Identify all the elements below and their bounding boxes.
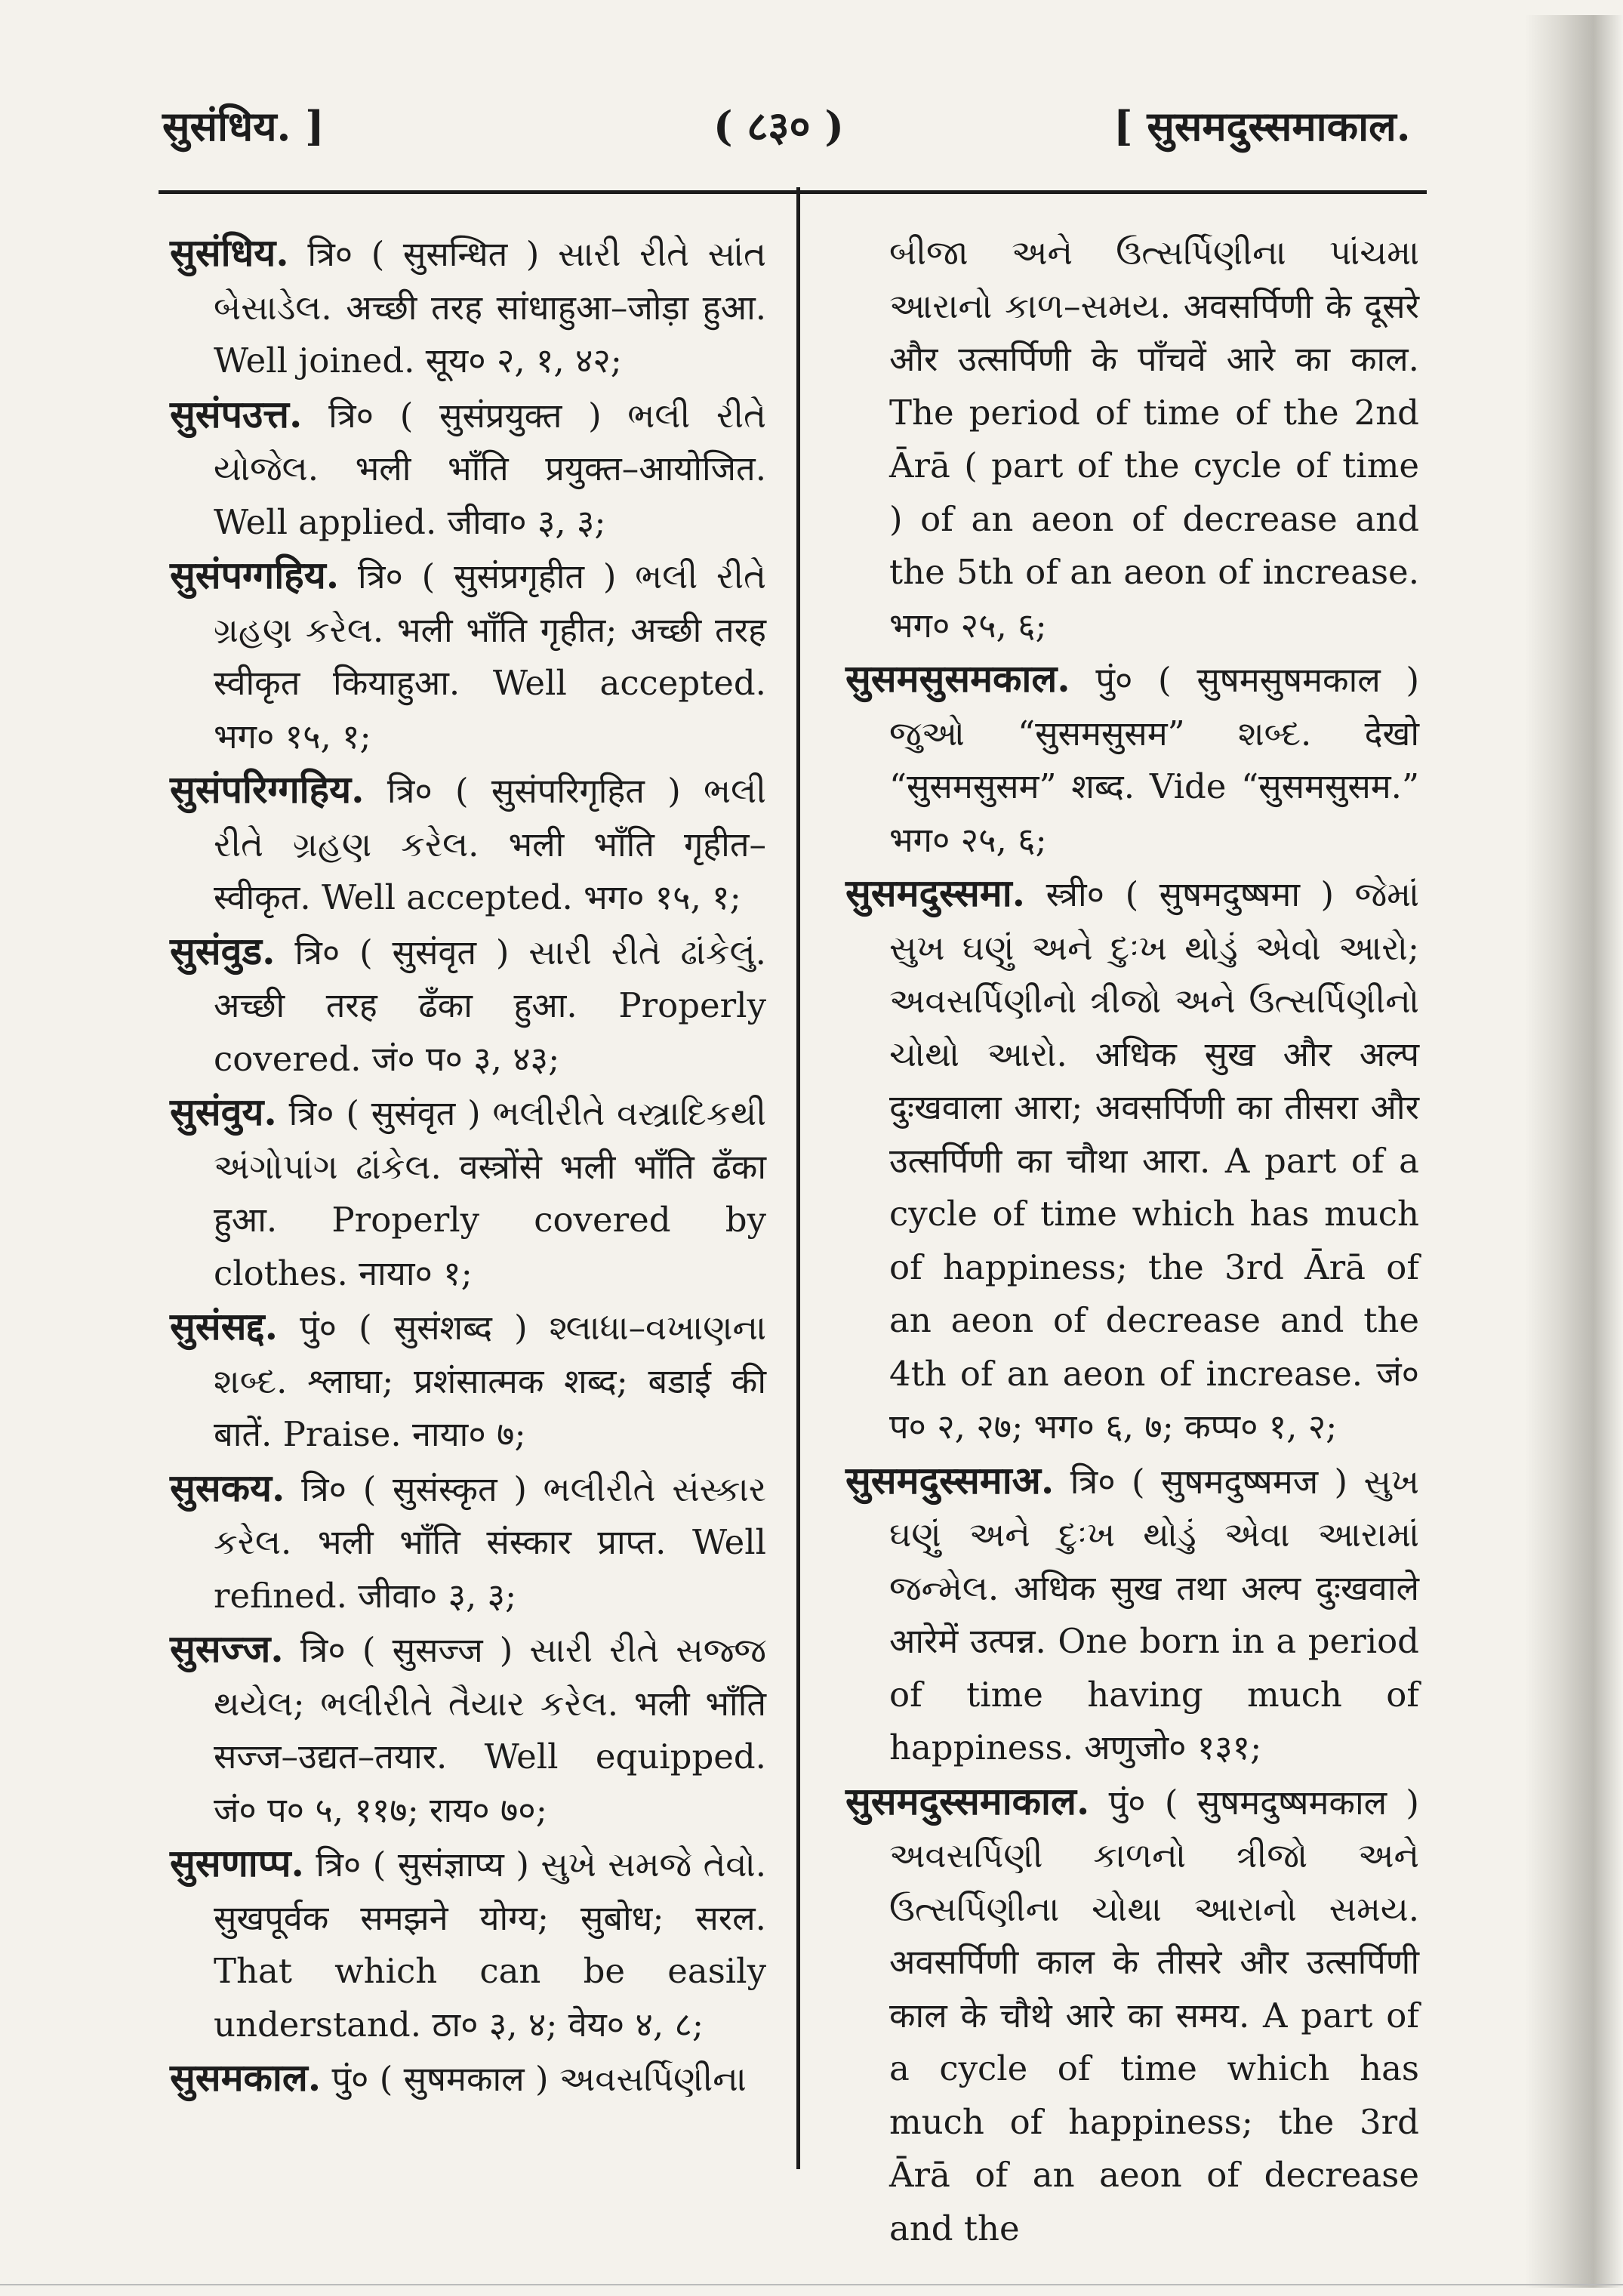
headword: सुसमदुस्समाकाल.: [845, 1778, 1090, 1823]
dictionary-entry: [170, 925, 766, 1086]
entry-body: त्रि० ( सुसज्ज ) સારી રીતે સજ્જ થયેલ; ભલીરીતે તૈયાર કરેલ. भली भाँति सज्ज–उद्यत–तयार. Well equipped. जं० प० ५, ११७; राय० ७०;: [214, 1630, 766, 1830]
dictionary-entry: [170, 1837, 766, 2051]
page-number: ( ८३० ): [713, 102, 844, 150]
entry-body: બીજા અને ઉત્સર્પિણીના પાંચમા આરાનો કાળ–સમય. अवसर्पिणी के दूसरे और उत्सर्पिणी के पाँचवें आरे का काल. The period of time of the 2nd Ārā ( part of the cycle of time ) of an aeon of decrease and the 5th of an aeon of increase. भग० २५, ६;: [889, 233, 1419, 646]
dictionary-entry: [845, 1775, 1419, 2256]
entry-body: त्रि० ( सुसंवृत ) ભલીરીતે વસ્ત્રાદિકથી અંગોપાંગ ઢાંકેલ. वस्त्रोंसे भली भाँति ढँका हुआ. Properly covered by clothes. नाया० १;: [214, 1093, 766, 1293]
entry-body: त्रि० ( सुसंपरिगृहित ) ભલી રીતે ગ્રહણ કરેલ. भली भाँति गृहीत–स्वीकृत. Well accepted. भग० १५, १;: [214, 771, 766, 917]
headword: सुसमसुसमकाल.: [845, 656, 1070, 701]
entry-body: त्रि० ( सुसंप्रयुक्त ) ભલી રીતે યોજેલ. भली भाँति प्रयुक्त–आयोजित. Well applied. जीवा० ३, ३;: [214, 395, 766, 542]
dictionary-entry: [170, 549, 766, 763]
entry-body: पुं० ( सुषमदुष्षमकाल ) અવસર્પિણી કાળનો ત્રીજો અને ઉત્સર્પિણીના ચોથા આરાનો સમય. अवसर्पिणी काल के तीसरे और उत्सर्पिणी काल के चौथे आरे का समय. A part of a cycle of time which has much of happiness; the 3rd Ārā of an aeon of decrease and the: [889, 1782, 1419, 2248]
headword: सुसंपग्गहिय.: [170, 553, 340, 597]
headword: सुसंवुड.: [170, 928, 276, 973]
dictionary-entry: [170, 388, 766, 550]
dictionary-entry: [170, 763, 766, 925]
dictionary-entry: [170, 1300, 766, 1462]
dictionary-entry: [845, 1454, 1419, 1775]
dictionary-entry: [845, 867, 1419, 1454]
scan-bottom-edge: [0, 2284, 1623, 2285]
entry-body: त्रि० ( सुसन्धित ) સારી રીતે સાંત બેસાડેલ. अच्छी तरह सांधाहुआ–जोड़ा हुआ. Well joined. सूय० २, १, ४२;: [214, 234, 766, 381]
entry-body: पुं० ( सुषमसुषमकाल ) જુઓ “सुसमसुसम” શબ્દ. देखो “सुसमसुसम” शब्द. Vide “सुसमसुसम.” भग० २५, ६;: [889, 660, 1419, 860]
headword: सुसंपरिग्गहिय.: [170, 767, 365, 812]
headword: सुसंपउत्त.: [170, 391, 303, 436]
dictionary-entry: [170, 1086, 766, 1300]
entry-body: त्रि० ( सुसंज्ञाप्य ) સુખે સમજે તેવો. सुखपूर्वक समझने योग्य; सुबोध; सरल. That which can be easily understand. ठा० ३, ४; वेय० ४, ८;: [214, 1845, 766, 2045]
right-column: [845, 227, 1419, 2255]
headword: सुसमदुस्समा.: [845, 871, 1026, 915]
entry-body: त्रि० ( सुषमदुष्षमज ) સુખ ઘણું અને દુઃખ થોડું એવા આરામાં જન્મેલ. अधिक सुख तथा अल्प दुःखवाले आरेमें उत्पन्न. One born in a period of time having much of happiness. अणुजो० १३१;: [889, 1461, 1419, 1767]
entry-body: त्रि० ( सुसंप्रगृहीत ) ભલી રીતે ગ્રહણ કરેલ. भली भाँति गृहीत; अच्छी तरह स्वीकृत कियाहुआ. Well accepted. भग० १५, १;: [214, 556, 766, 757]
entry-body: त्रि० ( सुसंस्कृत ) ભલીરીતે સંસ્કાર કરેલ. भली भाँति संस्कार प्राप्त. Well refined. जीवा० ३, ३;: [214, 1469, 766, 1616]
dictionary-entry: [170, 2051, 766, 2106]
headword: सुसंधिय.: [170, 230, 289, 275]
dictionary-entry-continued: [845, 227, 1419, 652]
dictionary-entry: [170, 227, 766, 388]
header-right-guide-word: [ सुसमदुस्समाकाल.: [1113, 102, 1411, 150]
entry-body: स्त्री० ( सुषमदुष्षमा ) જેમાં સુખ ઘણું અને દુઃખ થોડું એવો આરો; અવસર્પિણીનો ત્રીજો અને ઉત્સર્પિણીનો ચોથો આરો. अधिक सुख और अल्प दुःखवाला आरा; अवसर्पिणी का तीसरा और उत्सर्पिणी का चौथा आरा. A part of a cycle of time which has much of happiness; the 3rd Ārā of an aeon of decrease and the 4th of an aeon of increase. जं० प० २, २७; भग० ६, ७; कप्प० १, २;: [889, 874, 1419, 1447]
headword: सुसज्ज.: [170, 1626, 284, 1671]
headword: सुसकय.: [170, 1465, 285, 1510]
scan-edge-shadow: [1525, 15, 1623, 2288]
dictionary-entry: [170, 1462, 766, 1623]
header-rule: [159, 190, 1427, 194]
header-left-guide-word: सुसंधिय. ]: [162, 102, 325, 150]
headword: सुसमदुस्समाअ.: [845, 1457, 1055, 1502]
dictionary-entry: [170, 1623, 766, 1837]
headword: सुसंसद्द.: [170, 1304, 279, 1348]
headword: सुसंवुय.: [170, 1089, 277, 1134]
entry-body: त्रि० ( सुसंवृत ) સારી રીતે ઢાંકેલું. अच्छी तरह ढँका हुआ. Properly covered. जं० प० ३, ४३;: [214, 932, 766, 1079]
entry-body: पुं० ( सुषमकाल ) અવસર્પિણીના: [331, 2059, 747, 2099]
headword: सुसमकाल.: [170, 2055, 322, 2100]
entry-body: पुं० ( सुसंशब्द ) શ્લાધા–વખાણના શબ્દ. श्लाघा; प्रशंसात्मक शब्द; बडाई की बातें. Praise. नाया० ७;: [214, 1308, 767, 1454]
dictionary-entry: [845, 652, 1419, 867]
left-column: [170, 227, 766, 2106]
column-divider: [796, 187, 800, 2169]
headword: सुसणाप्प.: [170, 1841, 304, 1885]
